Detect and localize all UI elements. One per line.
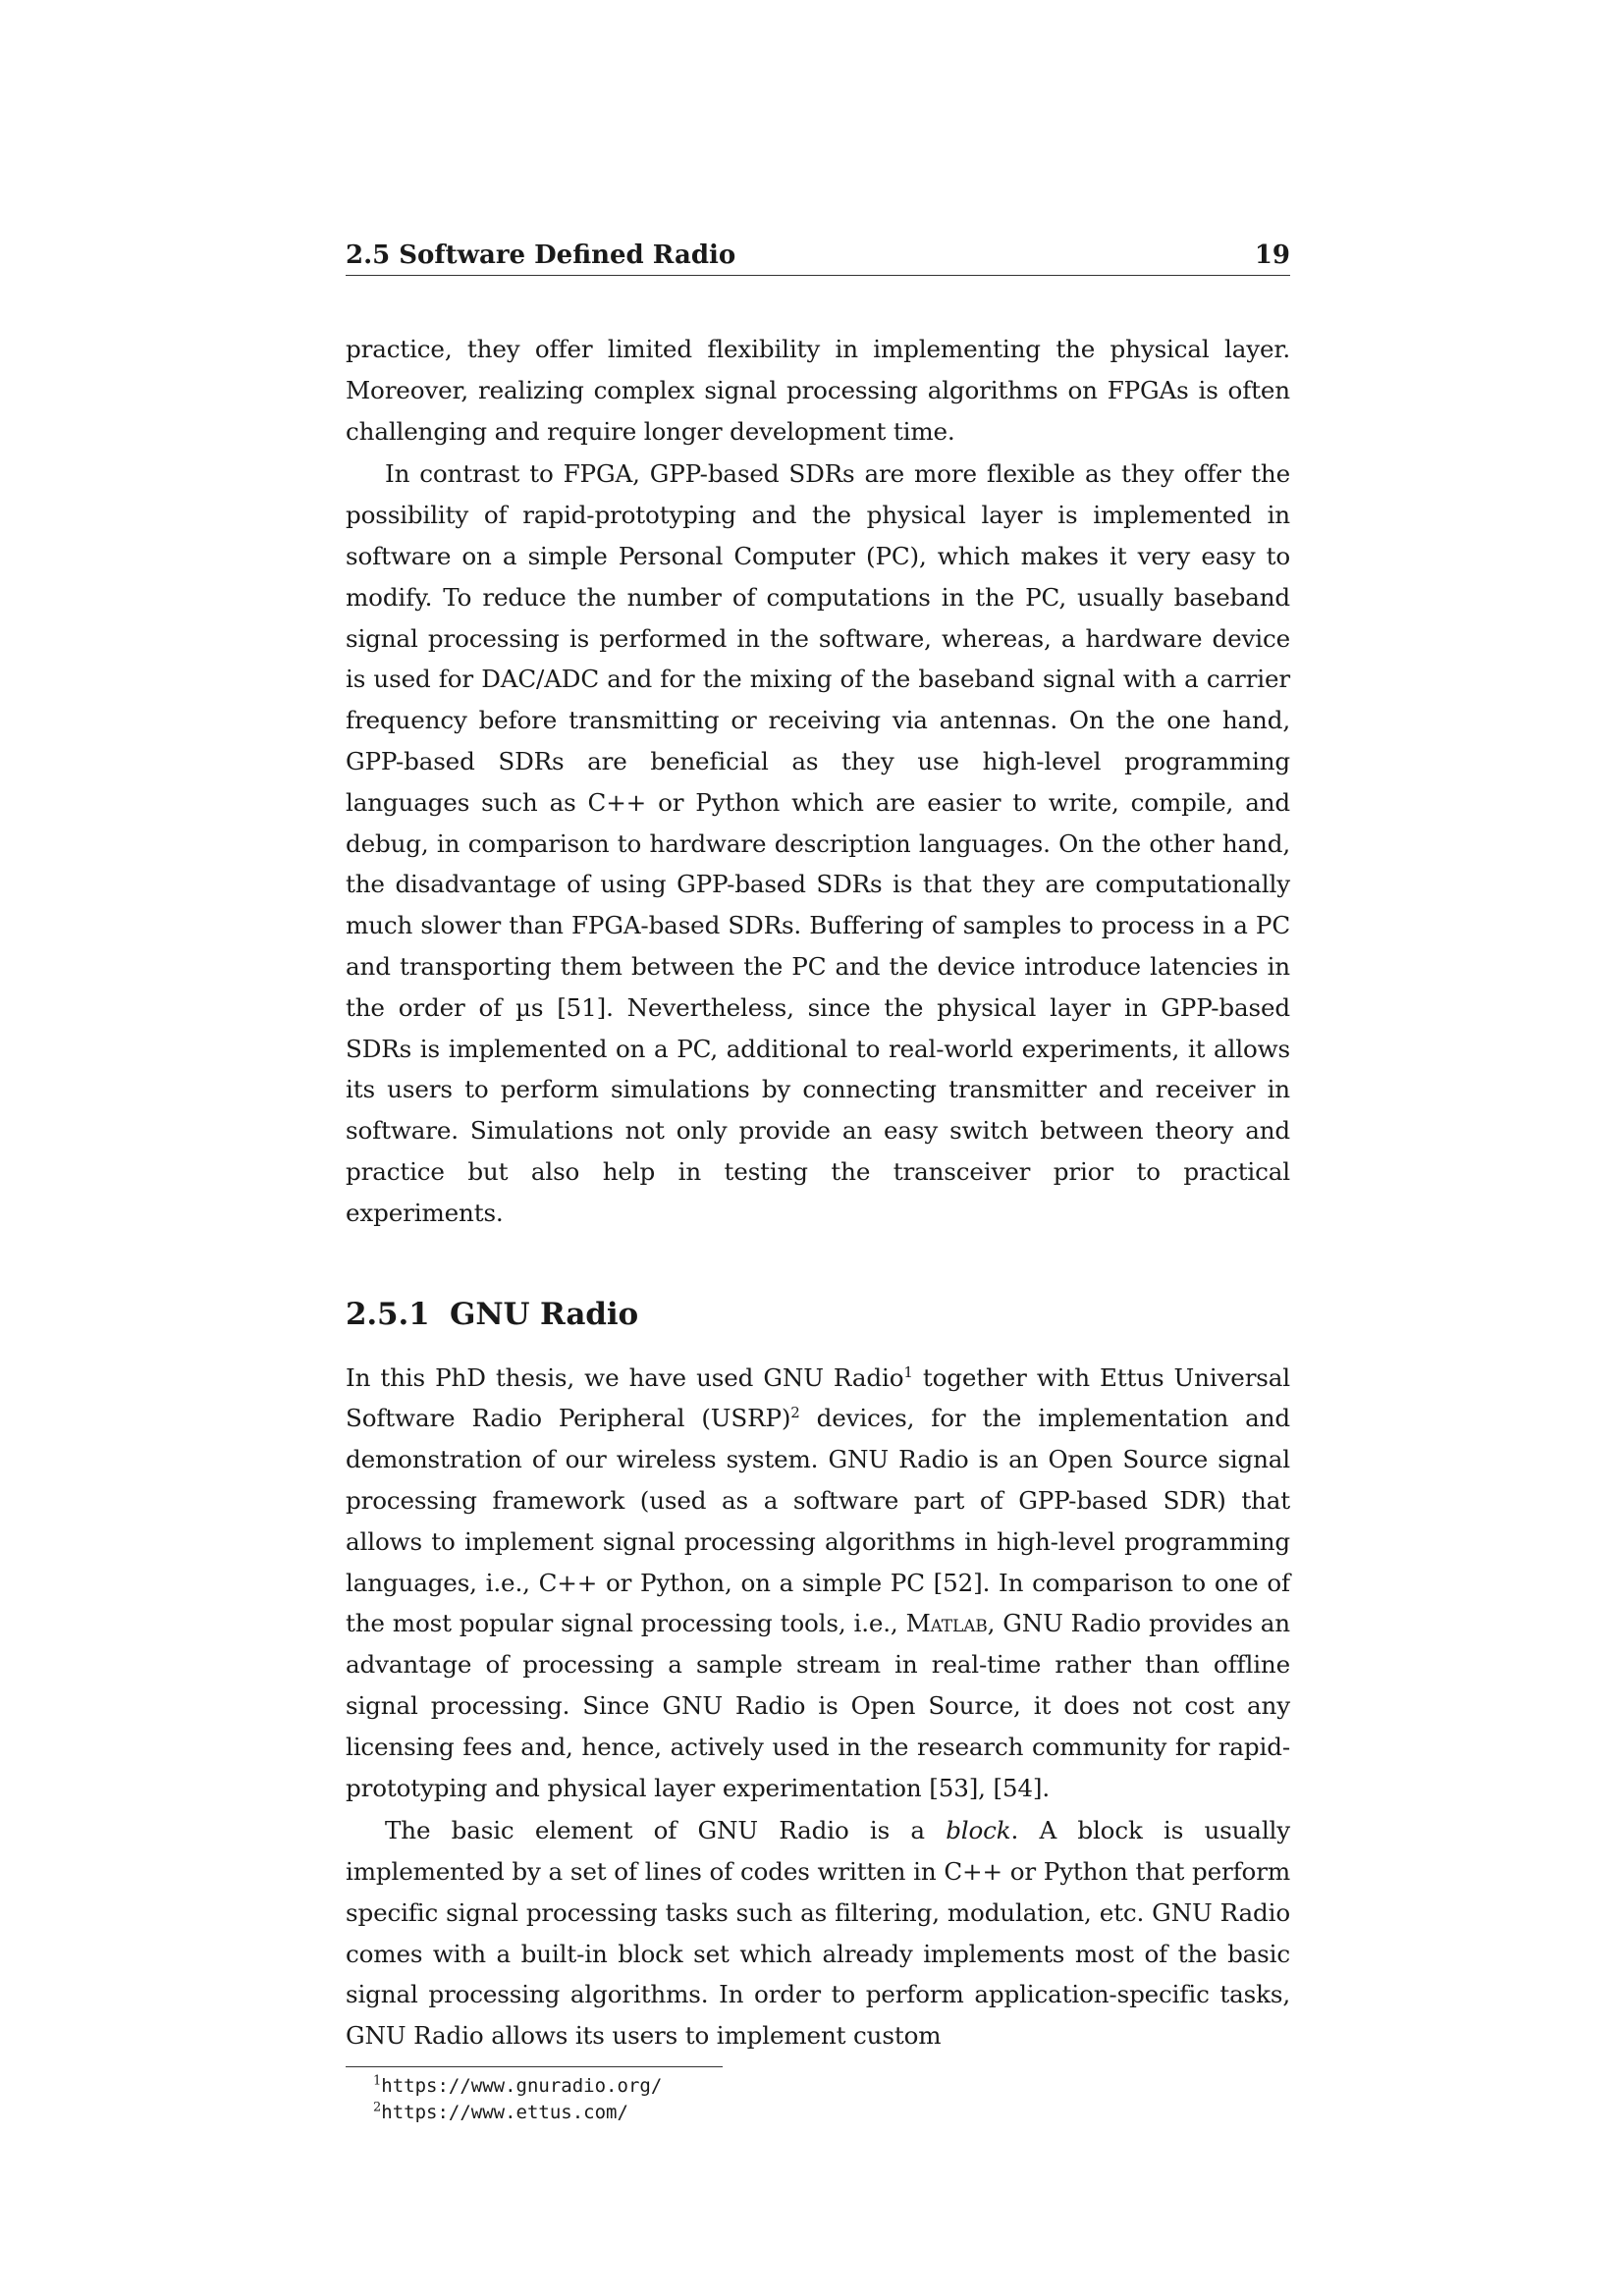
paragraph-3-text-c: devices, for the implementation and demonstration of our wireless system. GNU Radio is an Open Source signal processing framework (used as a software part of GPP-based SDR) that allows to implement signal processing algorithms in high-level programming languages, i.e., C++ or Python, on a simple PC [52]. In comparison to one of the most popular signal processing tools, i.e., (346, 1404, 1290, 1638)
footnote-2 (373, 2100, 1290, 2126)
footnote-ref-2[interactable]: 2 (790, 1404, 800, 1422)
body-text (346, 329, 1290, 2056)
section-title: GNU Radio (450, 1296, 638, 1332)
footnote-divider (346, 2066, 723, 2067)
paragraph-4-text-b: . A block is usually implemented by a set of lines of codes written in C++ or Python that perform specific signal processing tasks such as filtering, modulation, etc. GNU Radio comes with a built-in block set which already implements most of the basic signal processing algorithms. In order to perform application-specific tasks, GNU Radio allows its users to implement custom (346, 1816, 1290, 2051)
footnote-1 (373, 2073, 1290, 2100)
page-number: 19 (1254, 240, 1290, 270)
footnote-ref-1[interactable]: 1 (903, 1362, 913, 1381)
page (346, 240, 1290, 2126)
matlab-term: Matlab (905, 1609, 988, 1638)
paragraph-3-text-d: , GNU Radio provides an advantage of processing a sample stream in real-time rather than offline signal processing. Since GNU Radio is Open Source, it does not cost any licensing fees and, hence, actively used in the research community for rapid-prototyping and physical layer experimentation [53], [54]. (346, 1609, 1290, 1802)
footnotes (346, 2073, 1290, 2126)
paragraph-3-text-a: In this PhD thesis, we have used GNU Radio (346, 1362, 904, 1392)
footnote-mark-1: 1 (373, 2073, 382, 2089)
section-number: 2.5.1 (346, 1296, 430, 1332)
paragraph-3-text-b: together with Ettus Universal Software Radio Peripheral (USRP) (346, 1362, 1290, 1433)
section-heading (346, 1295, 1290, 1334)
footnote-mark-2: 2 (373, 2100, 382, 2115)
emphasis-block: block (946, 1816, 1011, 1845)
footnote-link-2[interactable]: https://www.ettus.com/ (381, 2102, 628, 2124)
paragraph-2: In contrast to FPGA, GPP-based SDRs are more flexible as they offer the possibility of rapid-prototyping and the physical layer is implemented in software on a simple Personal Computer (PC), which makes it very easy to modify. To reduce the number of computations in the PC, usually baseband signal processing is performed in the software, whereas, a hardware device is used for DAC/ADC and for the mixing of the baseband signal with a carrier frequency before transmitting or receiving via antennas. On the one hand, GPP-based SDRs are beneficial as they use high-level programming languages such as C++ or Python which are easier to write, compile, and debug, in comparison to hardware description languages. On the other hand, the disadvantage of using GPP-based SDRs is that they are computationally much slower than FPGA-based SDRs. Buffering of samples to process in a PC and transporting them between the PC and the device introduce latencies in the order of µs [51]. Nevertheless, since the physical layer in GPP-based SDRs is implemented on a PC, additional to real-world experiments, it allows its users to perform simulations by connecting transmitter and receiver in software. Simulations not only provide an easy switch between theory and practice but also help in testing the transceiver prior to practical experiments. (346, 459, 1290, 1227)
paragraph-3 (346, 1358, 1290, 1809)
paragraph-1: practice, they offer limited flexibility in implementing the physical layer. Moreover, realizing complex signal processing algorithms on FPGAs is often challenging and require longer development time. (346, 335, 1290, 446)
footnote-link-1[interactable]: https://www.gnuradio.org/ (381, 2075, 663, 2098)
running-header (346, 240, 1290, 276)
paragraph-4 (346, 1810, 1290, 2056)
paragraph-4-text-a: The basic element of GNU Radio is a (385, 1816, 947, 1845)
header-section-title: 2.5 Software Defined Radio (346, 240, 736, 270)
